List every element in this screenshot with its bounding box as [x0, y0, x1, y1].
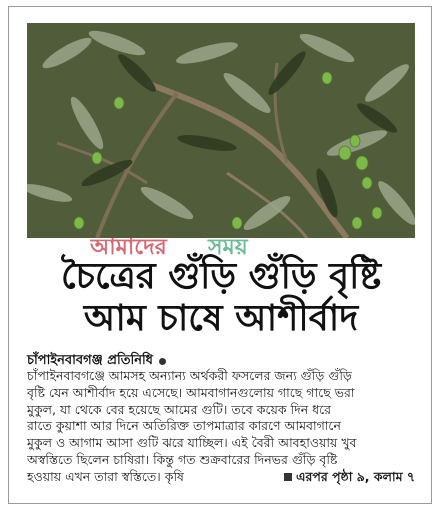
svg-text:সময়: সময়	[208, 235, 248, 258]
body-line: চাঁপাইনবাবগঞ্জে আমসহ অন্যান্য অর্থকরী ফসলের জন্য গুঁড়ি গুঁড়ি	[27, 368, 352, 383]
bullet-icon	[159, 358, 166, 365]
body-line: মুকুল ও আগাম আসা গুটি ঝরে যাচ্ছিল। এই বৈরী আবহাওয়ায় খুব	[27, 435, 357, 451]
body-last-line	[27, 469, 415, 486]
body-line: হওয়ায় এখন তারা স্বস্তিতে। কৃষি	[27, 468, 184, 484]
body-line: মুকুল, যা থেকে বের হয়েছে আমের গুটি। তবে কয়েক দিন ধরে	[27, 401, 332, 417]
mango-tree-icon	[27, 23, 415, 238]
mango-tree-photo	[27, 23, 415, 238]
body-line: রাতে কুয়াশা আর দিনে অতিরিক্ত তাপমাত্রার কারণে আমবাগানে	[27, 418, 341, 434]
continued-on-link[interactable]	[284, 469, 415, 486]
body-line: বৃষ্টি যেন আশীর্বাদ হয়ে এসেছে। আমবাগানগুলোয় গাছে গাছে ভরা	[27, 384, 355, 400]
headline-line-2: আম চাষে আশীর্বাদ	[83, 298, 359, 339]
square-bullet-icon	[284, 473, 292, 481]
byline-text: চাঁপাইনবাবগঞ্জ প্রতিনিধি	[27, 353, 153, 368]
headline-line-1: চৈত্রের গুঁড়ি গুঁড়ি বৃষ্টি	[60, 256, 382, 297]
svg-text:আমাদের: আমাদের	[90, 235, 167, 258]
body-line: অস্বস্তিতে ছিলেন চাষিরা। কিন্তু গত শুক্রবারের দিনভর গুঁড়ি বৃষ্টি	[27, 451, 338, 467]
continued-on-text: এরপর পৃষ্ঠা ৯, কলাম ৭	[295, 468, 415, 484]
newspaper-logo-watermark	[90, 232, 355, 258]
article-body	[27, 368, 415, 486]
